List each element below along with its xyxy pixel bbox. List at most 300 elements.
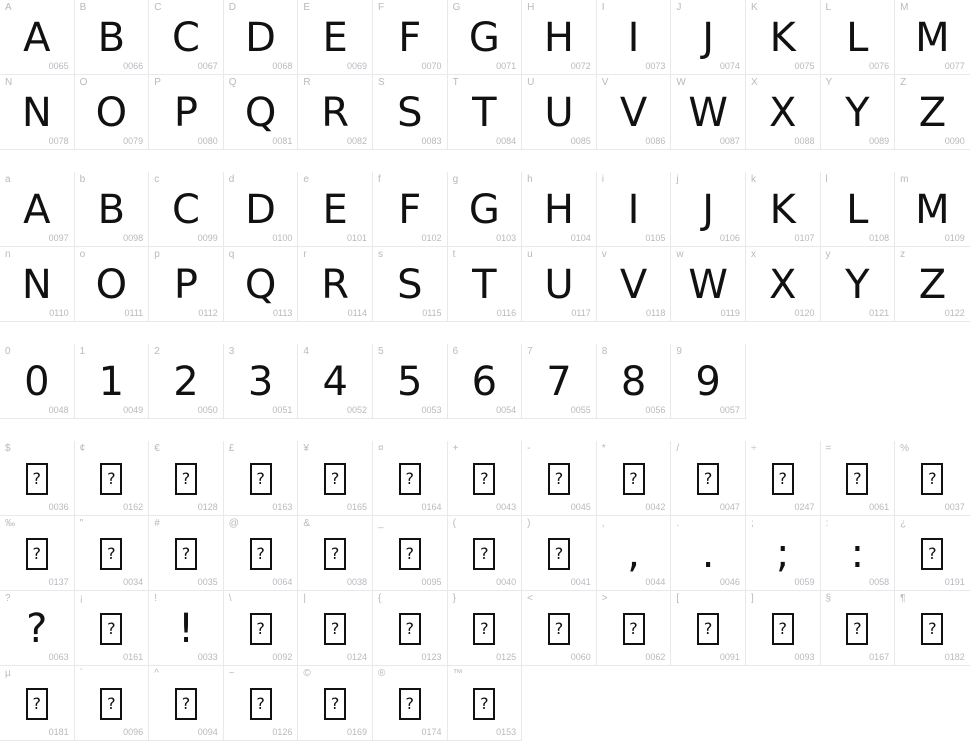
glyph-text: H [543, 15, 574, 61]
glyph-text: N [21, 90, 52, 136]
glyph-character-label: Z [900, 77, 907, 88]
glyph-text: , [627, 531, 640, 577]
glyph-character-label: ~ [228, 668, 235, 679]
tofu-question-mark: ? [548, 538, 570, 570]
glyph-code-label: 0055 [570, 405, 591, 415]
glyph-code-label: 0056 [645, 405, 666, 415]
glyph-code-label: 0067 [197, 61, 218, 71]
glyph-cell[interactable] [149, 247, 224, 322]
glyph-character-label: 2 [154, 346, 160, 357]
glyph-code-label: 0098 [123, 233, 144, 243]
glyph-character-label: ¥ [303, 443, 309, 454]
glyph-code-label: 0071 [496, 61, 517, 71]
glyph-cell[interactable] [746, 0, 821, 75]
glyph-cell[interactable] [671, 441, 746, 516]
glyph-cell[interactable] [224, 666, 299, 741]
glyph-cell[interactable] [895, 516, 970, 591]
missing-glyph-box-icon [821, 601, 895, 657]
glyph-cell[interactable] [671, 591, 746, 666]
glyph-character-label: D [228, 2, 237, 13]
glyph-cell[interactable] [373, 0, 448, 75]
glyph-code-label: 0041 [570, 577, 591, 587]
glyph-text: M [915, 15, 950, 61]
glyph-row [0, 516, 970, 591]
glyph-cell[interactable] [522, 591, 597, 666]
glyph-render [597, 182, 671, 238]
glyph-cell[interactable] [448, 75, 523, 150]
glyph-cell[interactable] [522, 247, 597, 322]
glyph-cell[interactable] [522, 75, 597, 150]
glyph-text: ! [177, 606, 194, 652]
glyph-code-label: 0101 [346, 233, 367, 243]
glyph-cell[interactable] [373, 591, 448, 666]
glyph-cell[interactable] [75, 247, 150, 322]
glyph-cell[interactable] [448, 247, 523, 322]
glyph-code-label: 0043 [496, 502, 517, 512]
glyph-cell[interactable] [895, 75, 970, 150]
glyph-character-label: y [825, 249, 831, 260]
glyph-cell[interactable] [373, 247, 448, 322]
glyph-code-label: 0161 [123, 652, 144, 662]
glyph-cell[interactable] [0, 247, 75, 322]
glyph-cell[interactable] [298, 441, 373, 516]
glyph-cell[interactable] [821, 75, 896, 150]
tofu-question-mark: ? [26, 688, 48, 720]
glyph-code-label: 0110 [49, 308, 69, 318]
glyph-render [448, 10, 522, 66]
tofu-question-mark: ? [846, 613, 868, 645]
glyph-cell[interactable] [671, 516, 746, 591]
missing-glyph-box-icon [224, 601, 298, 657]
glyph-code-label: 0092 [272, 652, 293, 662]
glyph-character-label: ; [750, 518, 754, 529]
glyph-cell[interactable] [597, 172, 672, 247]
glyph-character-label: j [676, 174, 679, 185]
tofu-question-mark: ? [324, 613, 346, 645]
glyph-render [895, 257, 970, 313]
missing-glyph-box-icon [448, 526, 522, 582]
glyph-code-label: 0046 [719, 577, 740, 587]
glyph-render [895, 85, 970, 141]
glyph-character-label: \ [228, 593, 232, 604]
glyph-cell[interactable] [895, 0, 970, 75]
glyph-character-label: [ [676, 593, 680, 604]
missing-glyph-box-icon [373, 676, 447, 732]
glyph-cell[interactable] [0, 516, 75, 591]
glyph-character-label: N [5, 77, 13, 88]
glyph-cell[interactable] [224, 441, 299, 516]
glyph-code-label: 0164 [421, 502, 442, 512]
glyph-cell[interactable] [671, 344, 746, 419]
glyph-render [821, 526, 895, 582]
glyph-render [224, 10, 298, 66]
glyph-cell[interactable] [448, 516, 523, 591]
glyph-render [224, 257, 298, 313]
glyph-render [895, 10, 970, 66]
glyph-cell[interactable] [75, 591, 150, 666]
glyph-cell[interactable] [522, 0, 597, 75]
empty-cell [671, 666, 746, 741]
glyph-cell[interactable] [821, 172, 896, 247]
glyph-character-label: R [303, 77, 311, 88]
missing-glyph-box-icon [75, 601, 149, 657]
tofu-question-mark: ? [697, 613, 719, 645]
missing-glyph-box-icon [298, 451, 372, 507]
tofu-question-mark: ? [324, 538, 346, 570]
glyph-row [0, 247, 970, 322]
glyph-character-label: t [452, 249, 456, 260]
empty-cell [597, 666, 672, 741]
glyph-code-label: 0128 [197, 502, 218, 512]
missing-glyph-box-icon [75, 676, 149, 732]
glyph-character-label: ™ [452, 668, 463, 679]
glyph-code-label: 0063 [48, 652, 69, 662]
glyph-cell[interactable] [522, 172, 597, 247]
tofu-question-mark: ? [846, 463, 868, 495]
glyph-render [149, 354, 223, 410]
glyph-render [149, 182, 223, 238]
glyph-render [821, 85, 895, 141]
tofu-question-mark: ? [473, 538, 495, 570]
glyph-text: G [468, 187, 500, 233]
glyph-character-label: G [452, 2, 461, 13]
glyph-code-label: 0097 [48, 233, 69, 243]
tofu-question-mark: ? [250, 538, 272, 570]
glyph-cell[interactable] [224, 75, 299, 150]
missing-glyph-box-icon [149, 451, 223, 507]
glyph-character-label: - [527, 443, 531, 454]
glyph-cell[interactable] [224, 591, 299, 666]
glyph-code-label: 0034 [123, 577, 144, 587]
glyph-cell[interactable] [597, 441, 672, 516]
glyph-cell[interactable] [821, 516, 896, 591]
glyph-cell[interactable] [522, 516, 597, 591]
glyph-code-label: 0112 [198, 308, 218, 318]
glyph-code-label: 0038 [346, 577, 367, 587]
glyph-cell[interactable] [746, 441, 821, 516]
tofu-question-mark: ? [772, 613, 794, 645]
glyph-cell[interactable] [298, 516, 373, 591]
glyph-character-label: | [303, 593, 306, 604]
glyph-text: X [769, 262, 797, 308]
glyph-code-label: 0118 [645, 308, 666, 318]
glyph-character-label: F [377, 2, 385, 13]
glyph-cell[interactable] [373, 172, 448, 247]
glyph-text: X [769, 90, 797, 136]
glyph-row [0, 0, 970, 75]
glyph-cell[interactable] [597, 516, 672, 591]
glyph-render [448, 85, 522, 141]
glyph-character-label: " [79, 518, 84, 529]
glyph-cell[interactable] [224, 344, 299, 419]
glyph-code-label: 0247 [794, 502, 815, 512]
glyph-cell[interactable] [671, 0, 746, 75]
glyph-code-label: 0085 [570, 136, 591, 146]
tofu-question-mark: ? [100, 463, 122, 495]
glyph-cell[interactable] [149, 172, 224, 247]
glyph-code-label: 0065 [48, 61, 69, 71]
tofu-question-mark: ? [921, 463, 943, 495]
glyph-cell[interactable] [75, 75, 150, 150]
glyph-cell[interactable] [373, 666, 448, 741]
glyph-cell[interactable] [448, 591, 523, 666]
glyph-cell[interactable] [298, 0, 373, 75]
glyph-render [224, 354, 298, 410]
glyph-cell[interactable] [448, 666, 523, 741]
glyph-character-label: i [601, 174, 604, 185]
glyph-cell[interactable] [149, 75, 224, 150]
glyph-code-label: 0094 [197, 727, 218, 737]
glyph-code-label: 0072 [570, 61, 591, 71]
missing-glyph-box-icon [597, 601, 671, 657]
glyph-cell[interactable] [0, 0, 75, 75]
tofu-question-mark: ? [772, 463, 794, 495]
glyph-text: U [544, 262, 574, 308]
glyph-cell[interactable] [224, 172, 299, 247]
glyph-cell[interactable] [224, 247, 299, 322]
glyph-cell[interactable] [448, 344, 523, 419]
glyph-code-label: 0064 [272, 577, 293, 587]
glyph-cell[interactable] [746, 75, 821, 150]
glyph-cell[interactable] [448, 441, 523, 516]
glyph-cell[interactable] [373, 75, 448, 150]
glyph-cell[interactable] [671, 247, 746, 322]
glyph-cell[interactable] [597, 344, 672, 419]
glyph-cell[interactable] [671, 172, 746, 247]
glyph-cell[interactable] [298, 591, 373, 666]
glyph-render [373, 354, 447, 410]
glyph-cell[interactable] [597, 75, 672, 150]
glyph-code-label: 0057 [719, 405, 740, 415]
glyph-text: B [97, 187, 126, 233]
glyph-cell[interactable] [149, 591, 224, 666]
glyph-code-label: 0053 [421, 405, 442, 415]
missing-glyph-box-icon [298, 601, 372, 657]
glyph-block-lowercase [0, 172, 970, 322]
missing-glyph-box-icon [522, 451, 596, 507]
glyph-code-label: 0115 [422, 308, 442, 318]
glyph-text: P [173, 262, 199, 308]
glyph-cell[interactable] [149, 666, 224, 741]
glyph-cell[interactable] [373, 344, 448, 419]
glyph-text: F [398, 187, 422, 233]
glyph-cell[interactable] [522, 344, 597, 419]
glyph-cell[interactable] [149, 441, 224, 516]
glyph-cell[interactable] [149, 344, 224, 419]
glyph-cell[interactable] [0, 344, 75, 419]
glyph-cell[interactable] [448, 172, 523, 247]
glyph-code-label: 0076 [869, 61, 890, 71]
glyph-text: : [850, 531, 865, 577]
glyph-code-label: 0052 [346, 405, 367, 415]
glyph-character-label: ÷ [750, 443, 757, 454]
glyph-character-label: E [303, 2, 311, 13]
tofu-question-mark: ? [26, 463, 48, 495]
glyph-text: 4 [322, 359, 348, 405]
glyph-code-label: 0060 [570, 652, 591, 662]
glyph-code-label: 0033 [197, 652, 218, 662]
glyph-text: V [619, 90, 648, 136]
glyph-text: T [472, 90, 497, 136]
glyph-text: T [472, 262, 497, 308]
glyph-character-label: ¤ [377, 443, 384, 454]
glyph-cell[interactable] [746, 516, 821, 591]
glyph-code-label: 0069 [346, 61, 367, 71]
glyph-render [448, 354, 522, 410]
glyph-row [0, 666, 970, 741]
missing-glyph-box-icon [448, 451, 522, 507]
tofu-question-mark: ? [324, 688, 346, 720]
glyph-cell[interactable] [597, 591, 672, 666]
glyph-render [0, 10, 74, 66]
glyph-render [821, 182, 895, 238]
glyph-code-label: 0083 [421, 136, 442, 146]
glyph-render [373, 10, 447, 66]
glyph-code-label: 0119 [720, 308, 740, 318]
glyph-render [448, 257, 522, 313]
glyph-cell[interactable] [895, 591, 970, 666]
glyph-render [224, 85, 298, 141]
glyph-character-label: ¿ [900, 518, 907, 529]
glyph-render [597, 257, 671, 313]
glyph-code-label: 0107 [794, 233, 815, 243]
glyph-cell[interactable] [821, 591, 896, 666]
glyph-character-label: € [154, 443, 160, 454]
glyph-code-label: 0048 [48, 405, 69, 415]
glyph-cell[interactable] [373, 441, 448, 516]
glyph-cell[interactable] [75, 344, 150, 419]
glyph-text: Y [845, 90, 870, 136]
glyph-code-label: 0090 [944, 136, 965, 146]
glyph-cell[interactable] [149, 0, 224, 75]
glyph-cell[interactable] [821, 247, 896, 322]
glyph-cell[interactable] [821, 0, 896, 75]
missing-glyph-box-icon [298, 676, 372, 732]
glyph-text: 5 [397, 359, 423, 405]
glyph-cell[interactable] [895, 441, 970, 516]
glyph-cell[interactable] [821, 441, 896, 516]
glyph-cell[interactable] [149, 516, 224, 591]
missing-glyph-box-icon [224, 451, 298, 507]
glyph-code-label: 0074 [719, 61, 740, 71]
glyph-cell[interactable] [448, 0, 523, 75]
glyph-character-label: g [452, 174, 459, 185]
missing-glyph-box-icon [671, 451, 745, 507]
glyph-cell[interactable] [298, 75, 373, 150]
glyph-row [0, 441, 970, 516]
glyph-text: 9 [695, 359, 721, 405]
glyph-character-label: 6 [452, 346, 459, 357]
glyph-cell[interactable] [298, 344, 373, 419]
glyph-render [373, 85, 447, 141]
glyph-code-label: 0075 [794, 61, 815, 71]
glyph-character-label: o [79, 249, 86, 260]
glyph-cell[interactable] [522, 441, 597, 516]
glyph-code-label: 0106 [719, 233, 740, 243]
glyph-render [298, 10, 372, 66]
glyph-text: O [95, 262, 128, 308]
glyph-cell[interactable] [75, 666, 150, 741]
glyph-cell[interactable] [224, 516, 299, 591]
glyph-character-label: ‰ [5, 518, 15, 529]
glyph-row [0, 75, 970, 150]
glyph-character-label: O [79, 77, 88, 88]
glyph-cell[interactable] [0, 172, 75, 247]
glyph-render [75, 257, 149, 313]
glyph-cell[interactable] [75, 441, 150, 516]
glyph-render [75, 10, 149, 66]
glyph-code-label: 0121 [869, 308, 890, 318]
glyph-character-label: _ [377, 518, 384, 529]
glyph-cell[interactable] [0, 666, 75, 741]
glyph-character-label: = [825, 443, 832, 454]
glyph-cell[interactable] [895, 172, 970, 247]
glyph-render [671, 182, 745, 238]
glyph-code-label: 0120 [794, 308, 815, 318]
glyph-cell[interactable] [746, 591, 821, 666]
tofu-question-mark: ? [175, 688, 197, 720]
glyph-cell[interactable] [75, 172, 150, 247]
glyph-render [746, 182, 820, 238]
glyph-text: Q [244, 262, 277, 308]
block-separator [0, 150, 970, 172]
glyph-render [597, 85, 671, 141]
missing-glyph-box-icon [671, 601, 745, 657]
glyph-character-label: W [676, 77, 686, 88]
glyph-cell[interactable] [597, 247, 672, 322]
glyph-code-label: 0137 [48, 577, 69, 587]
glyph-code-label: 0089 [869, 136, 890, 146]
glyph-cell[interactable] [746, 247, 821, 322]
glyph-character-label: P [154, 77, 161, 88]
glyph-code-label: 0066 [123, 61, 144, 71]
glyph-cell[interactable] [895, 247, 970, 322]
block-separator [0, 419, 970, 441]
glyph-cell[interactable] [298, 247, 373, 322]
glyph-cell[interactable] [746, 172, 821, 247]
glyph-cell[interactable] [298, 666, 373, 741]
glyph-cell[interactable] [373, 516, 448, 591]
glyph-character-label: { [377, 593, 382, 604]
glyph-cell[interactable] [298, 172, 373, 247]
glyph-character-label: / [676, 443, 680, 454]
glyph-character-label: c [154, 174, 160, 185]
glyph-render [597, 354, 671, 410]
glyph-cell[interactable] [0, 75, 75, 150]
glyph-render [671, 526, 745, 582]
tofu-question-mark: ? [921, 613, 943, 645]
glyph-text: Y [845, 262, 870, 308]
glyph-render [522, 182, 596, 238]
glyph-cell[interactable] [75, 0, 150, 75]
glyph-cell[interactable] [224, 0, 299, 75]
missing-glyph-box-icon [0, 451, 74, 507]
glyph-cell[interactable] [0, 591, 75, 666]
glyph-render [0, 85, 74, 141]
tofu-question-mark: ? [399, 613, 421, 645]
glyph-cell[interactable] [0, 441, 75, 516]
glyph-code-label: 0042 [645, 502, 666, 512]
glyph-cell[interactable] [597, 0, 672, 75]
glyph-character-label: s [377, 249, 383, 260]
glyph-character-label: n [5, 249, 11, 260]
glyph-text: Z [918, 262, 947, 308]
glyph-code-label: 0058 [869, 577, 890, 587]
glyph-cell[interactable] [75, 516, 150, 591]
glyph-cell[interactable] [671, 75, 746, 150]
glyph-character-label: H [527, 2, 535, 13]
tofu-question-mark: ? [921, 538, 943, 570]
